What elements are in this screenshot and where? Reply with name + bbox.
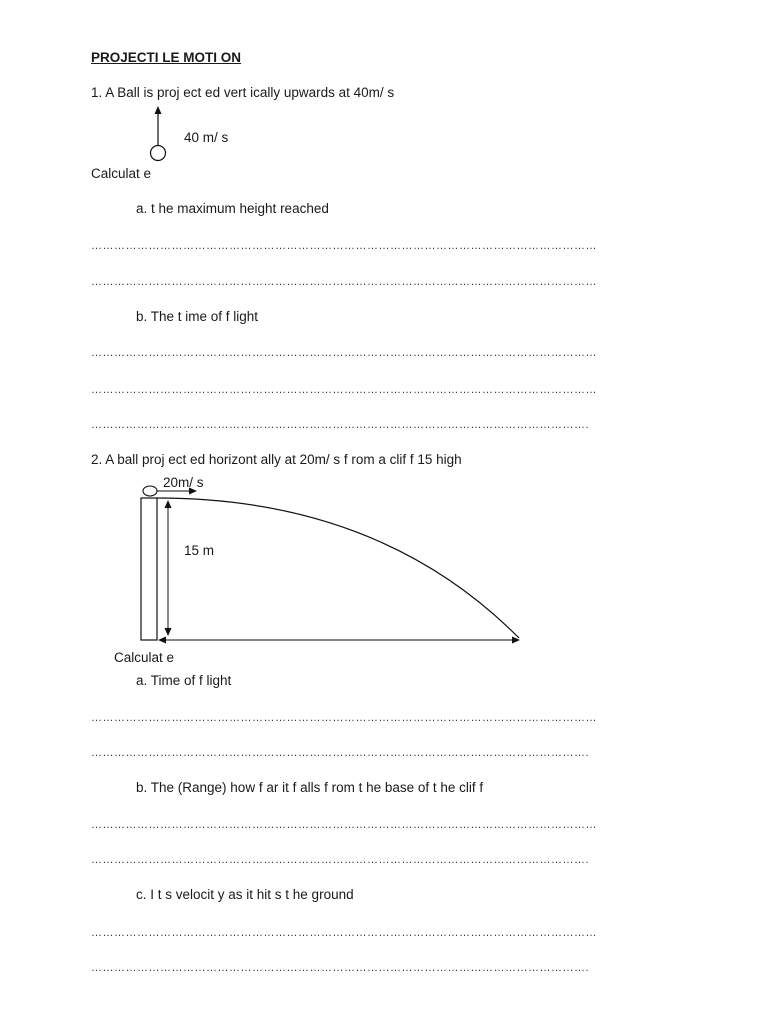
answer-line: ………………………………………………………………………………………………………………….: [91, 962, 590, 974]
answer-line: ……………………………………………………………………………………………………………………: [91, 240, 597, 252]
answer-line: ……………………………………………………………………………………………………………………: [91, 712, 597, 724]
q2-height-label: 15 m: [184, 543, 215, 558]
ball-icon: [151, 146, 166, 161]
q2-part-a: a. Time of f light: [136, 673, 232, 688]
q2-speed-label: 20m/ s: [163, 475, 204, 490]
cliff-shape: [141, 498, 157, 640]
q2-cliff-diagram: [141, 486, 520, 644]
q1-part-a: a. t he maximum height reached: [136, 201, 329, 216]
answer-line: ………………………………………………………………………………………………………………….: [91, 854, 590, 866]
q2-part-b: b. The (Range) how f ar it f alls f rom t he base of t he clif f: [136, 780, 484, 795]
ball-icon: [143, 486, 157, 496]
trajectory-curve: [157, 498, 519, 638]
question-2-text: 2. A ball proj ect ed horizont ally at 20m/ s f rom a clif f 15 high: [91, 452, 462, 467]
q1-velocity-label: 40 m/ s: [184, 130, 229, 145]
up-arrow-icon: [155, 106, 162, 114]
q1-part-b: b. The t ime of f light: [136, 309, 259, 324]
question-1-text: 1. A Ball is proj ect ed vert ically upwards at 40m/ s: [91, 85, 395, 100]
answer-line: ……………………………………………………………………………………………………………………: [91, 276, 597, 288]
answer-line: ……………………………………………………………………………………………………………………: [91, 347, 597, 359]
q2-calculate-label: Calculat e: [114, 650, 175, 665]
answer-line: ……………………………………………………………………………………………………………………: [91, 384, 597, 396]
left-arrow-icon: [158, 637, 166, 644]
down-arrow-icon: [165, 628, 172, 636]
answer-line: ………………………………………………………………………………………………………………….: [91, 747, 590, 759]
q1-calculate-label: Calculat e: [91, 166, 152, 181]
answer-line: ………………………………………………………………………………………………………………….: [91, 419, 590, 431]
answer-line: ……………………………………………………………………………………………………………………: [91, 819, 597, 831]
page-title: PROJECTI LE MOTI ON: [91, 50, 242, 65]
answer-line: ……………………………………………………………………………………………………………………: [91, 927, 597, 939]
q1-ball-diagram: [151, 106, 166, 161]
q2-part-c: c. I t s velocit y as it hit s t he ground: [136, 887, 354, 902]
up-arrow-icon: [165, 500, 172, 508]
